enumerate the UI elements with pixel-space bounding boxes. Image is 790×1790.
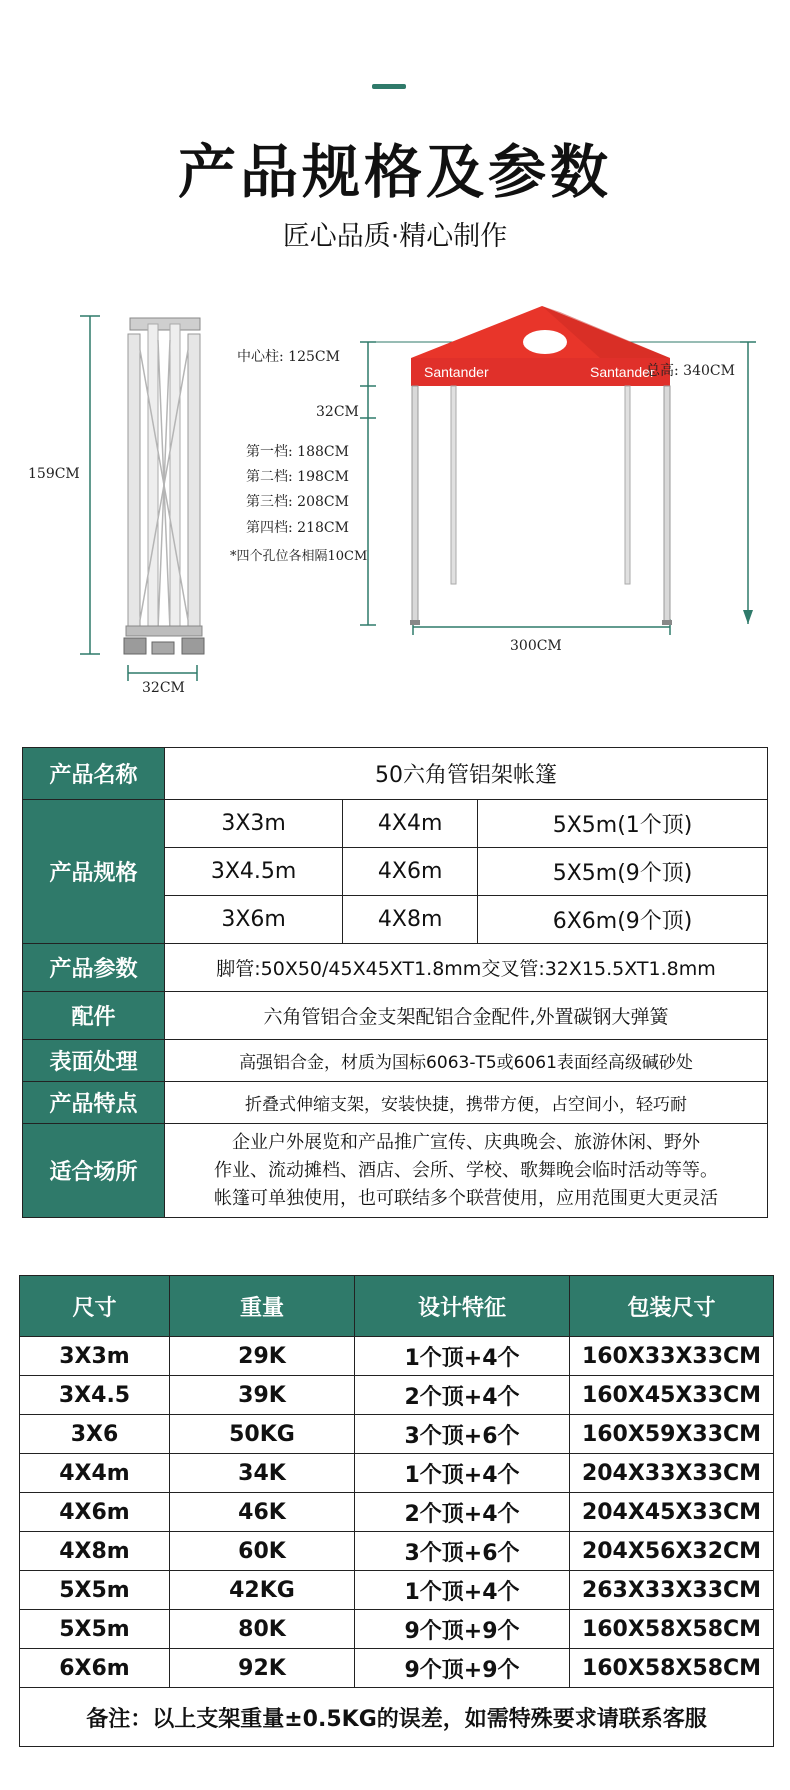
canopy-brand-left: Santander	[424, 364, 489, 380]
places-line: 帐篷可单独使用，也可联结多个联营使用，应用范围更大更灵活	[214, 1187, 718, 1209]
table-row	[20, 1571, 774, 1610]
level-3-label: 第三档: 208CM	[246, 494, 349, 510]
table-row	[20, 1649, 774, 1688]
size-cell: 5X5m	[20, 1610, 170, 1649]
weight-cell: 50KG	[170, 1415, 355, 1454]
design-cell: 2个顶+4个	[355, 1493, 570, 1532]
folded-height-label: 159CM	[28, 466, 80, 482]
spec-size-cell: 3X4.5m	[165, 848, 343, 896]
design-cell: 3个顶+6个	[355, 1532, 570, 1571]
weight-cell: 46K	[170, 1493, 355, 1532]
spec-label-name: 产品名称	[23, 748, 165, 800]
table-row	[20, 1610, 774, 1649]
spec-name-value: 50六角管铝架帐篷	[165, 748, 768, 800]
weight-cell: 80K	[170, 1610, 355, 1649]
package-cell: 204X45X33CM	[570, 1493, 774, 1532]
table-row	[20, 1454, 774, 1493]
level-1-label: 第一档: 188CM	[246, 444, 349, 460]
tent-width-label: 300CM	[510, 638, 562, 654]
folded-width-label: 32CM	[142, 680, 185, 696]
size-cell: 4X6m	[20, 1493, 170, 1532]
spec-size-cell: 4X8m	[343, 896, 478, 944]
size-weight-table	[19, 1275, 774, 1747]
design-cell: 3个顶+6个	[355, 1415, 570, 1454]
table-row	[20, 1532, 774, 1571]
spec-label-params: 产品参数	[23, 944, 165, 992]
spec-label-surface: 表面处理	[23, 1040, 165, 1082]
weight-cell: 29K	[170, 1337, 355, 1376]
spec-size-cell: 3X3m	[165, 800, 343, 848]
level-4-label: 第四档: 218CM	[246, 520, 349, 536]
size-cell: 4X8m	[20, 1532, 170, 1571]
spec-label-spec: 产品规格	[23, 800, 165, 944]
page-title: 产品规格及参数	[177, 138, 612, 206]
tent-diagram-svg	[0, 290, 790, 720]
package-cell: 204X56X32CM	[570, 1532, 774, 1571]
product-diagram	[0, 290, 790, 720]
weight-cell: 39K	[170, 1376, 355, 1415]
size-cell: 5X5m	[20, 1571, 170, 1610]
size-cell: 3X3m	[20, 1337, 170, 1376]
package-cell: 160X58X58CM	[570, 1649, 774, 1688]
tent-legs	[410, 386, 672, 625]
spec-table	[22, 747, 768, 1218]
size-cell: 4X4m	[20, 1454, 170, 1493]
spec-size-cell: 4X4m	[343, 800, 478, 848]
spec-surface-value: 高强铝合金，材质为国标6063-T5或6061表面经高级碱砂处	[165, 1040, 768, 1082]
spec-size-cell: 4X6m	[343, 848, 478, 896]
package-cell: 160X45X33CM	[570, 1376, 774, 1415]
spec-features-value: 折叠式伸缩支架，安装快捷，携带方便，占空间小，轻巧耐	[165, 1082, 768, 1124]
weight-cell: 60K	[170, 1532, 355, 1571]
hole-note: *四个孔位各相隔10CM	[230, 549, 368, 564]
design-cell: 9个顶+9个	[355, 1610, 570, 1649]
places-line: 作业、流动摊档、酒店、会所、学校、歌舞晚会临时活动等等。	[214, 1159, 718, 1181]
package-cell: 204X33X33CM	[570, 1454, 774, 1493]
package-cell: 263X33X33CM	[570, 1571, 774, 1610]
design-cell: 2个顶+4个	[355, 1376, 570, 1415]
size-cell: 3X4.5	[20, 1376, 170, 1415]
size-cell: 6X6m	[20, 1649, 170, 1688]
page-subtitle: 匠心品质·精心制作	[282, 221, 508, 252]
spec-parts-value: 六角管铝合金支架配铝合金配件,外置碳钢大弹簧	[165, 992, 768, 1040]
weight-cell: 34K	[170, 1454, 355, 1493]
folded-frame-image	[124, 318, 204, 654]
spec-size-cell: 6X6m(9个顶)	[478, 896, 768, 944]
table-row	[20, 1376, 774, 1415]
table-row	[20, 1337, 774, 1376]
places-line: 企业户外展览和产品推广宣传、庆典晚会、旅游休闲、野外	[232, 1131, 700, 1153]
package-cell: 160X58X58CM	[570, 1610, 774, 1649]
level-2-label: 第二档: 198CM	[246, 469, 349, 485]
center-pole-label: 中心柱: 125CM	[237, 349, 340, 365]
weight-cell: 42KG	[170, 1571, 355, 1610]
spec-params-value: 脚管:50X50/45X45XT1.8mm交叉管:32X15.5XT1.8mm	[165, 944, 768, 992]
spec-size-cell: 3X6m	[165, 896, 343, 944]
design-cell: 1个顶+4个	[355, 1337, 570, 1376]
weight-cell: 92K	[170, 1649, 355, 1688]
spec-places-value	[165, 1124, 768, 1218]
column-header-package: 包装尺寸	[570, 1276, 774, 1337]
design-cell: 1个顶+4个	[355, 1571, 570, 1610]
package-cell: 160X33X33CM	[570, 1337, 774, 1376]
tent-canopy	[411, 306, 670, 386]
weight-note: 备注：以上支架重量±0.5KG的误差，如需特殊要求请联系客服	[20, 1688, 774, 1747]
package-cell: 160X59X33CM	[570, 1415, 774, 1454]
design-cell: 9个顶+9个	[355, 1649, 570, 1688]
column-header-size: 尺寸	[20, 1276, 170, 1337]
accent-bar	[372, 84, 406, 89]
spec-label-features: 产品特点	[23, 1082, 165, 1124]
spec-label-parts: 配件	[23, 992, 165, 1040]
table-row	[20, 1415, 774, 1454]
spec-size-cell: 5X5m(1个顶)	[478, 800, 768, 848]
gap-label: 32CM	[316, 404, 359, 420]
size-cell: 3X6	[20, 1415, 170, 1454]
column-header-design: 设计特征	[355, 1276, 570, 1337]
total-height-label: 总高: 340CM	[646, 363, 735, 379]
table-row	[20, 1493, 774, 1532]
canopy-brand-right: Santander	[590, 364, 655, 380]
spec-size-cell: 5X5m(9个顶)	[478, 848, 768, 896]
column-header-weight: 重量	[170, 1276, 355, 1337]
spec-label-places: 适合场所	[23, 1124, 165, 1218]
design-cell: 1个顶+4个	[355, 1454, 570, 1493]
